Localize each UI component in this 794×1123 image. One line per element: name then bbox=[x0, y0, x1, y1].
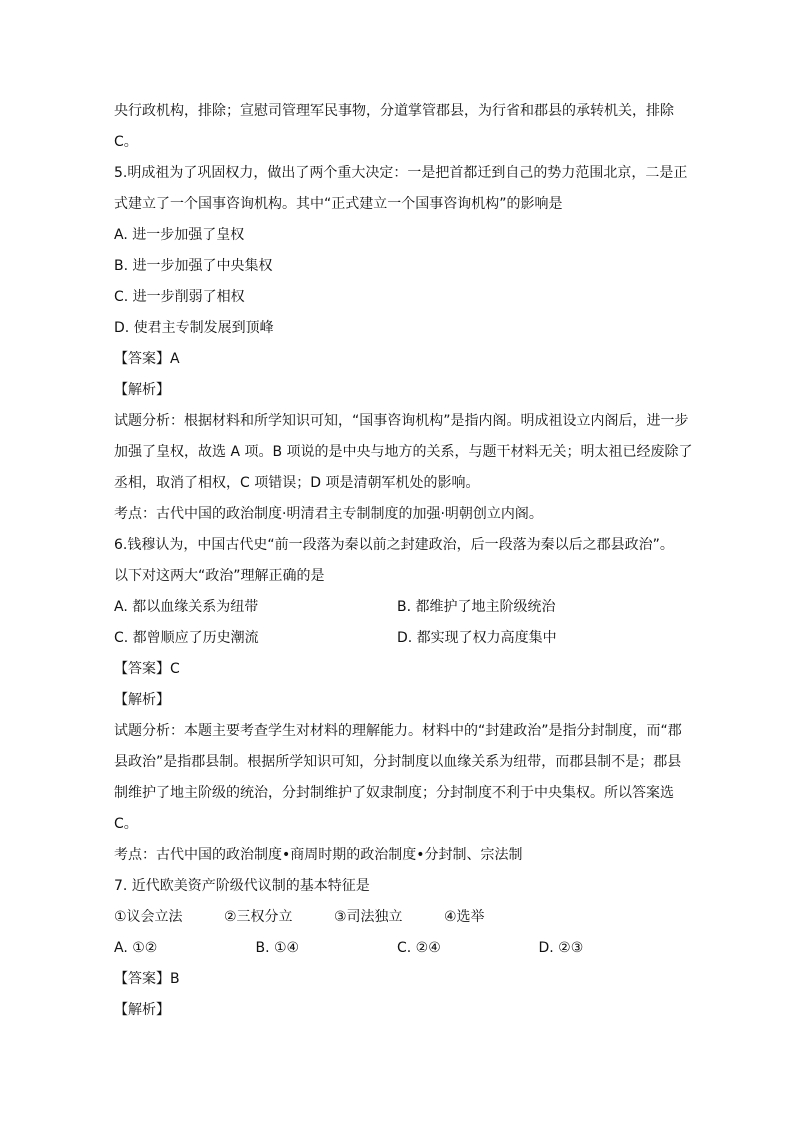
statement-2: ②三权分立 bbox=[224, 909, 293, 925]
option-d: D. ②③ bbox=[538, 940, 584, 956]
question-stem: 5.明成祖为了巩固权力，做出了两个重大决定：一是把首都迁到自己的势力范围北京，二是正 bbox=[114, 165, 688, 181]
option-a: A. ①② bbox=[114, 940, 158, 956]
knowledge-point: 考点：古代中国的政治制度•商周时期的政治制度•分封制、宗法制 bbox=[114, 847, 523, 863]
option-a: A. 都以血缘关系为纽带 bbox=[114, 599, 259, 615]
option-b: B. ①④ bbox=[255, 940, 300, 956]
analysis-line: 试题分析：本题主要考查学生对材料的理解能力。材料中的“封建政治”是指分封制度，而“郡 bbox=[114, 723, 682, 739]
question-stem: 7. 近代欧美资产阶级代议制的基本特征是 bbox=[114, 878, 370, 894]
statement-1: ①议会立法 bbox=[114, 909, 183, 925]
document-page bbox=[114, 96, 693, 1026]
analysis-title: 【解析】 bbox=[114, 692, 170, 708]
analysis-line: C。 bbox=[114, 816, 138, 832]
option-b: B. 都维护了地主阶级统治 bbox=[397, 599, 556, 615]
question-5 bbox=[114, 158, 693, 530]
option-b: B. 进一步加强了中央集权 bbox=[114, 258, 273, 274]
option-row bbox=[114, 623, 680, 654]
option-d: D. 使君主专制发展到顶峰 bbox=[114, 320, 274, 336]
option-row bbox=[114, 933, 680, 964]
question-6 bbox=[114, 530, 680, 871]
analysis-line: 县政治”是指郡县制。根据所学知识可知，分封制度以血缘关系为纽带，而郡县制不是；郡县 bbox=[114, 754, 682, 770]
analysis-line: 丞相，取消了相权，C 项错误；D 项是清朝军机处的影响。 bbox=[114, 475, 480, 491]
option-row bbox=[114, 592, 680, 623]
option-c: C. ②④ bbox=[397, 940, 441, 956]
statements-row bbox=[114, 902, 680, 933]
answer-label: 【答案】C bbox=[114, 661, 180, 677]
answer-label: 【答案】A bbox=[114, 351, 180, 367]
analysis-line: 试题分析：根据材料和所学知识可知，“国事咨询机构”是指内阁。明成祖设立内阁后，进一步 bbox=[114, 413, 689, 429]
analysis-title: 【解析】 bbox=[114, 1002, 170, 1018]
statement-3: ③司法独立 bbox=[334, 909, 403, 925]
option-c: C. 都曾顺应了历史潮流 bbox=[114, 630, 259, 646]
text-line: 央行政机构，排除；宣慰司管理军民事物，分道掌管郡县，为行省和郡县的承转机关，排除 bbox=[114, 103, 674, 119]
question-7 bbox=[114, 871, 680, 1026]
question-stem: 6.钱穆认为，中国古代史“前一段落为秦以前之封建政治，后一段落为秦以后之郡县政治”。 bbox=[114, 537, 674, 553]
analysis-line: 制维护了地主阶级的统治，分封制维护了奴隶制度；分封制度不利于中央集权。所以答案选 bbox=[114, 785, 674, 801]
answer-label: 【答案】B bbox=[114, 971, 180, 987]
question-stem: 以下对这两大“政治”理解正确的是 bbox=[114, 568, 325, 584]
option-d: D. 都实现了权力高度集中 bbox=[397, 630, 557, 646]
text-line: C。 bbox=[114, 134, 138, 150]
statement-4: ④选举 bbox=[444, 909, 485, 925]
option-a: A. 进一步加强了皇权 bbox=[114, 227, 245, 243]
analysis-line: 加强了皇权，故选 A 项。B 项说的是中央与地方的关系，与题干材料无关；明太祖已经废除了 bbox=[114, 444, 693, 460]
question-stem: 式建立了一个国事咨询机构。其中“正式建立一个国事咨询机构”的影响是 bbox=[114, 196, 563, 212]
analysis-title: 【解析】 bbox=[114, 382, 170, 398]
option-c: C. 进一步削弱了相权 bbox=[114, 289, 245, 305]
knowledge-point: 考点：古代中国的政治制度·明清君主专制制度的加强·明朝创立内阁。 bbox=[114, 506, 543, 522]
